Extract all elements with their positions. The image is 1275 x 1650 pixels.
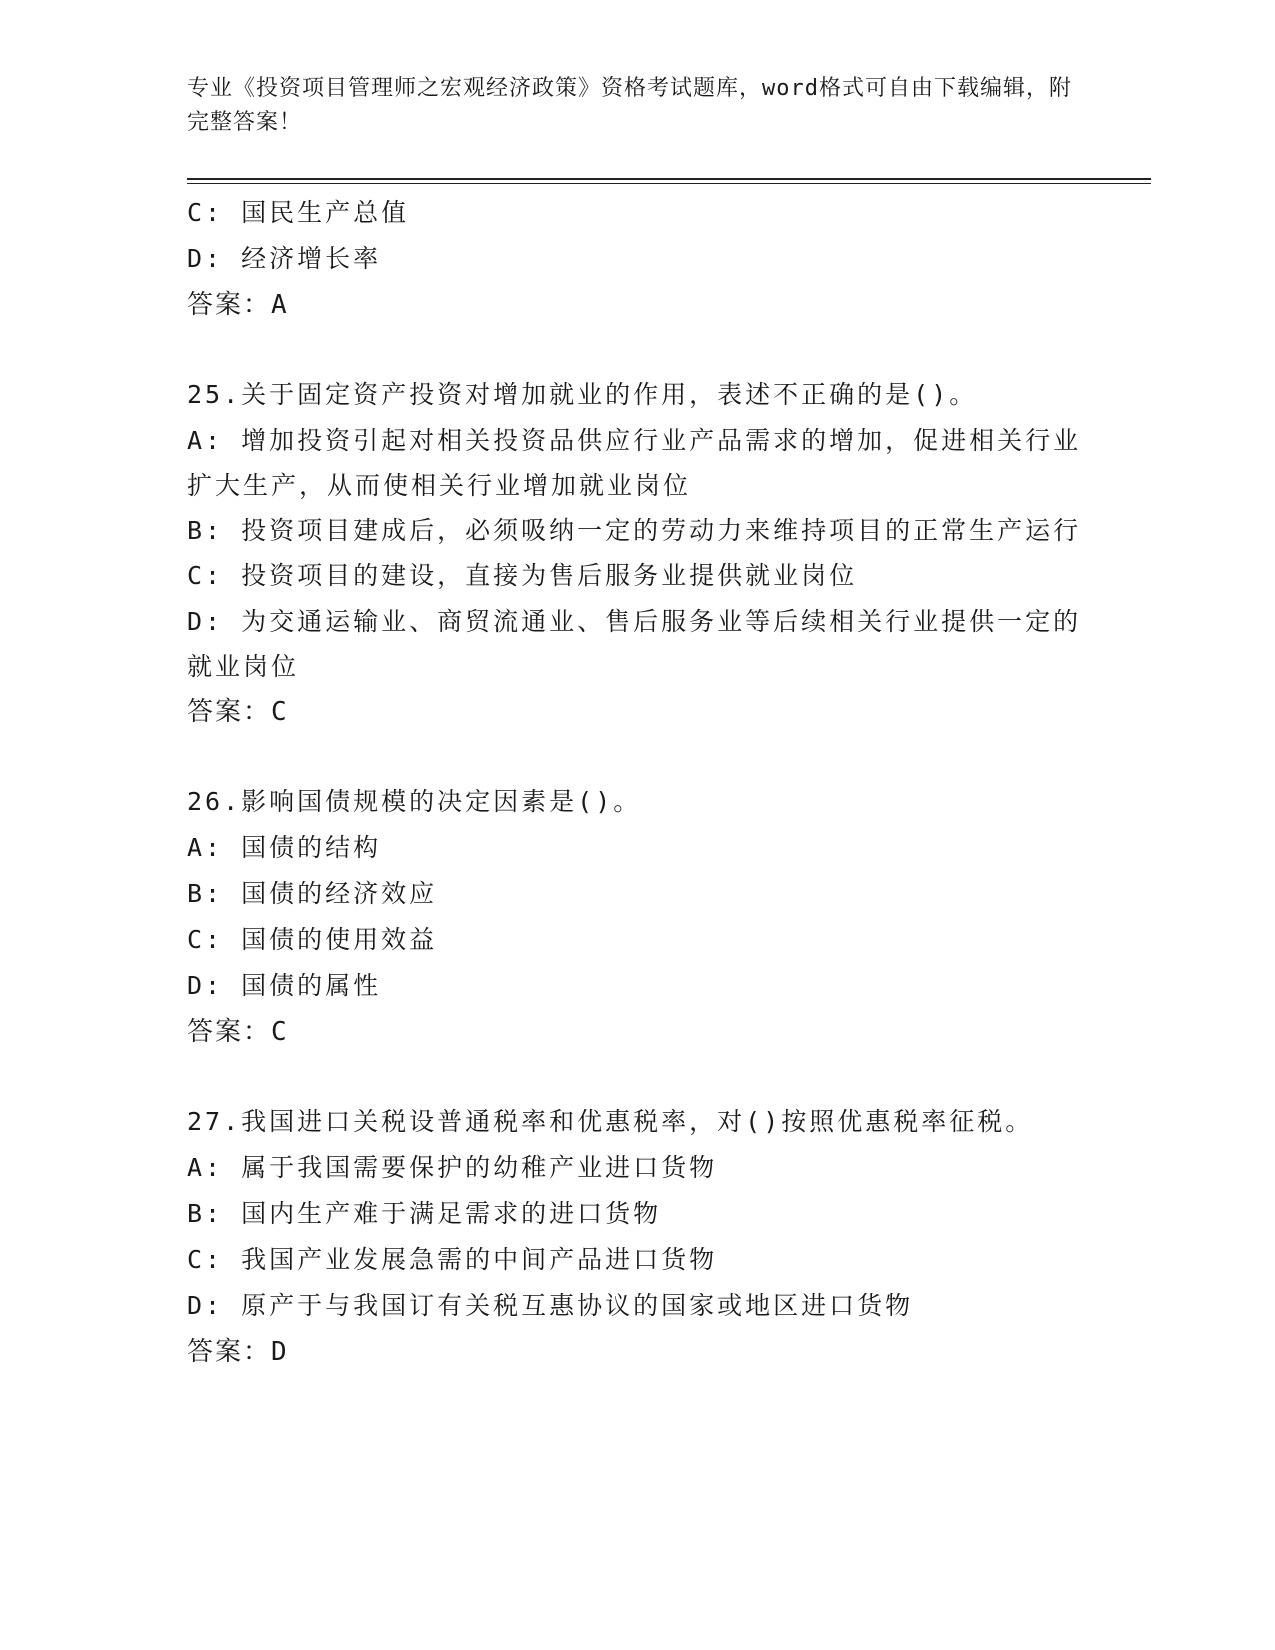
option-c: C: 投资项目的建设，直接为售后服务业提供就业岗位 xyxy=(187,561,858,590)
option-b: B: 国债的经济效应 xyxy=(187,879,438,908)
option-a: A: 属于我国需要保护的幼稚产业进口货物 xyxy=(187,1153,718,1182)
header-divider xyxy=(187,178,1151,180)
answer: 答案：D xyxy=(187,1337,289,1367)
answer: 答案：A xyxy=(187,290,289,320)
option-d: D: 国债的属性 xyxy=(187,971,382,1000)
option-d: D: 为交通运输业、商贸流通业、售后服务业等后续相关行业提供一定的就业岗位 xyxy=(187,607,1082,681)
answer: 答案：C xyxy=(187,1017,289,1047)
option-d: D: 经济增长率 xyxy=(187,244,382,273)
question-27 xyxy=(187,1099,1087,1375)
option-b: B: 投资项目建成后，必须吸纳一定的劳动力来维持项目的正常生产运行 xyxy=(187,516,1082,545)
header-divider-thin xyxy=(187,183,1151,184)
option-d: D: 原产于与我国订有关税互惠协议的国家或地区进口货物 xyxy=(187,1291,914,1320)
option-a: A: 国债的结构 xyxy=(187,833,382,862)
previous-question-tail xyxy=(187,190,1087,328)
option-a: A: 增加投资引起对相关投资品供应行业产品需求的增加，促进相关行业扩大生产，从而使相关行业增加就业岗位 xyxy=(187,426,1082,500)
answer: 答案：C xyxy=(187,697,289,727)
question-25 xyxy=(187,372,1087,735)
question-content xyxy=(187,190,1087,1375)
option-c: C: 国民生产总值 xyxy=(187,198,410,227)
question-stem: 27.我国进口关税设普通税率和优惠税率，对()按照优惠税率征税。 xyxy=(187,1107,1034,1136)
document-header: 专业《投资项目管理师之宏观经济政策》资格考试题库，word格式可自由下载编辑，附完整答案！ xyxy=(187,76,1072,135)
option-b: B: 国内生产难于满足需求的进口货物 xyxy=(187,1199,662,1228)
option-c: C: 我国产业发展急需的中间产品进口货物 xyxy=(187,1245,718,1274)
question-stem: 25.关于固定资产投资对增加就业的作用，表述不正确的是()。 xyxy=(187,380,978,409)
question-stem: 26.影响国债规模的决定因素是()。 xyxy=(187,787,642,816)
option-c: C: 国债的使用效益 xyxy=(187,925,438,954)
question-26 xyxy=(187,779,1087,1055)
